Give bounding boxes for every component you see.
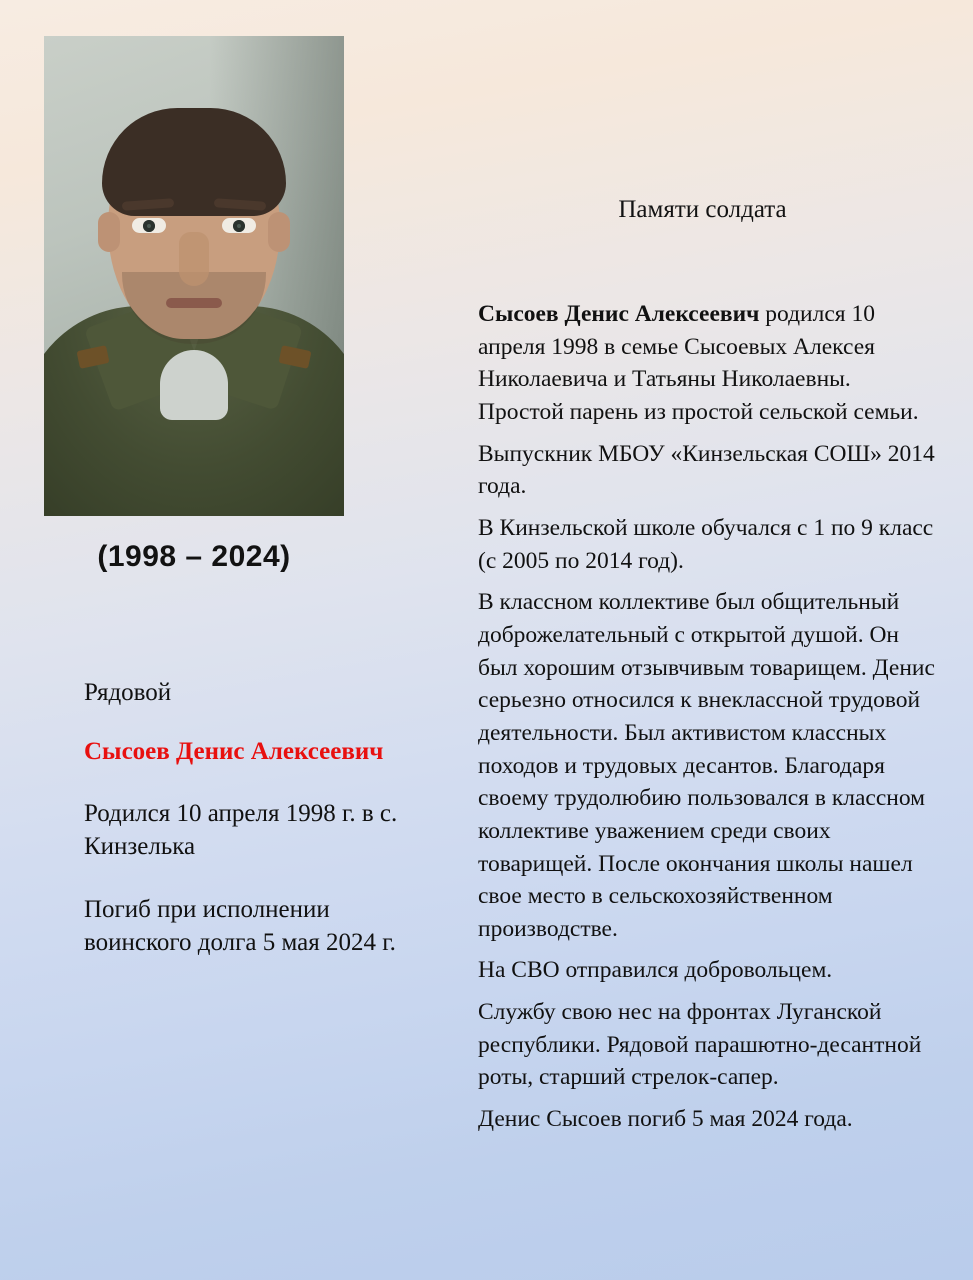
portrait-photo <box>44 36 344 516</box>
photo-ear-left <box>98 212 120 252</box>
page-title: Памяти солдата <box>618 196 787 223</box>
biography-paragraph: Денис Сысоев погиб 5 мая 2024 года. <box>478 1106 853 1133</box>
soldier-name: Сысоев Денис Алексеевич <box>84 738 384 766</box>
biography-paragraph: На СВО отправился добровольцем. <box>478 957 833 984</box>
biography-paragraph <box>478 298 940 429</box>
right-column <box>470 0 950 1280</box>
soldier-portrait-illustration <box>44 36 344 516</box>
biography-paragraph: В классном коллективе был общительный доброжелательный с открытой душой. Он был хорошим отзывчивым товарищем. Денис серьезно относился к внеклассной трудовой деятельности. Был активистом классных походов и трудовых десантов. Благодаря своему трудолюбию пользовался в классном коллективе уважением среди своих товарищей. После окончания школы нашел свое место в сельскохозяйственном производстве. <box>478 589 935 942</box>
biography-lead-name: Сысоев Денис Алексеевич <box>478 301 760 327</box>
photo-eye-left <box>132 218 166 233</box>
biography-paragraph: Службу свою нес на фронтах Луганской республики. Рядовой парашютно-десантной роты, старший стрелок-сапер. <box>478 999 922 1091</box>
photo-hair <box>102 108 286 216</box>
death-info: Погиб при исполнении воинского долга 5 мая 2024 г. <box>84 896 396 957</box>
biography-paragraph: Выпускник МБОУ «Кинзельская СОШ» 2014 года. <box>478 440 935 500</box>
rank-label: Рядовой <box>84 679 172 706</box>
photo-eye-right <box>222 218 256 233</box>
biography-paragraph: В Кинзельской школе обучался с 1 по 9 класс (с 2005 по 2014 год). <box>478 514 934 574</box>
photo-ear-right <box>268 212 290 252</box>
biography-text <box>478 298 940 1145</box>
birth-info: Родился 10 апреля 1998 г. в с. Кинзелька <box>84 799 398 860</box>
life-years: (1998 – 2024) <box>97 540 291 573</box>
photo-undershirt <box>160 350 228 420</box>
left-details <box>84 676 414 960</box>
photo-mouth <box>166 298 222 308</box>
left-column <box>0 0 455 1280</box>
photo-nose <box>179 232 209 286</box>
biography-lead-rest: родился 10 апреля 1998 в семье Сысоевых Алексея Николаевича и Татьяны Николаевны. Простой парень из простой сельской семьи. <box>478 301 919 425</box>
